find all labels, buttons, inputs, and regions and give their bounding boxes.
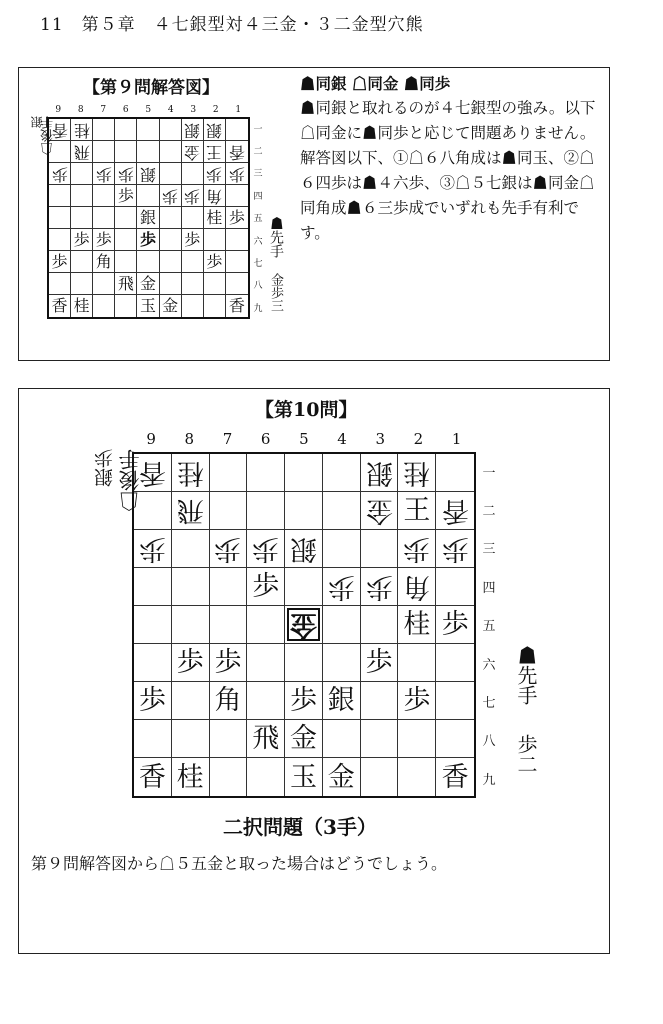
board-square (361, 758, 399, 796)
board-square (93, 163, 115, 185)
board-square (172, 720, 210, 758)
rank-label: 一 (482, 465, 496, 481)
sente-piece: 玉 (289, 761, 317, 793)
gote-piece: 歩 (206, 164, 223, 184)
board-square (226, 295, 248, 317)
board-square (285, 720, 323, 758)
problem10-rank-labels (481, 452, 497, 798)
rank-label: 六 (253, 236, 263, 247)
sente-piece: 歩 (139, 229, 156, 249)
board-square (49, 295, 71, 317)
rank-label: 八 (253, 281, 263, 292)
board-square (182, 273, 204, 295)
board-square (137, 273, 159, 295)
board-square (210, 720, 248, 758)
board-square (210, 606, 248, 644)
board-square (436, 758, 474, 796)
board-square (436, 644, 474, 682)
board-square (172, 682, 210, 720)
board-square (436, 606, 474, 644)
board-square (226, 141, 248, 163)
rank-label: 五 (253, 214, 263, 225)
board-square (93, 229, 115, 251)
board-square (115, 207, 137, 229)
gote-piece: 王 (206, 142, 223, 162)
rank-label: 六 (482, 657, 496, 673)
board-square (137, 295, 159, 317)
sente-piece: 歩 (73, 229, 90, 249)
file-label: 7 (222, 430, 233, 448)
gote-piece: 飛 (176, 495, 204, 526)
board-square (134, 758, 172, 796)
board-square (71, 251, 93, 273)
board-square (361, 492, 399, 530)
gote-piece: 角 (206, 186, 223, 206)
gote-piece: 歩 (51, 164, 68, 184)
sente-piece: 香 (138, 761, 166, 793)
file-label: 1 (235, 105, 242, 115)
board-square (49, 229, 71, 251)
rank-label: 七 (253, 259, 263, 270)
board-square (285, 682, 323, 720)
sente-piece: 飛 (252, 723, 280, 754)
board-square (323, 492, 361, 530)
board-square (247, 492, 285, 530)
board-square (285, 454, 323, 492)
board-square (115, 273, 137, 295)
board-square (247, 606, 285, 644)
board-square (182, 251, 204, 273)
gote-piece: 飛 (73, 142, 90, 162)
file-label: 6 (122, 105, 129, 115)
problem9-sente-hand: 金歩三 (268, 273, 283, 312)
board-square (93, 207, 115, 229)
board-square (93, 119, 115, 141)
problem9-board (47, 117, 250, 319)
board-square (285, 568, 323, 606)
board-square (247, 568, 285, 606)
file-label: 5 (145, 105, 152, 115)
answer-text: ☗同銀と取れるのが４七銀型の強み。以下☖同金に☗同歩と応じて問題ありません。解答図以下、①☖６八角成は☗同玉、②☖６四歩は☗４六歩、③☖５七銀は☗同金☖同角成☗６三歩成でいずれも先手有利です。 (300, 99, 596, 242)
sente-piece: 金 (139, 273, 156, 293)
board-square (323, 606, 361, 644)
problem9-gote-label: ☖後手 (41, 116, 56, 155)
board-square (172, 492, 210, 530)
board-square (160, 163, 182, 185)
file-label: 2 (212, 105, 219, 115)
sente-piece: 玉 (139, 296, 156, 315)
board-square (226, 251, 248, 273)
board-square (115, 141, 137, 163)
board-square (172, 644, 210, 682)
gote-piece: 香 (138, 457, 166, 488)
rank-label: 五 (482, 619, 496, 635)
board-square (323, 454, 361, 492)
board-square (137, 163, 159, 185)
board-square (49, 185, 71, 207)
sente-piece: 銀 (139, 207, 156, 227)
board-square (93, 273, 115, 295)
sente-piece: 歩 (252, 571, 280, 602)
board-square (137, 141, 159, 163)
board-square (398, 568, 436, 606)
board-square (182, 141, 204, 163)
board-square (134, 530, 172, 568)
file-label: 1 (451, 430, 462, 448)
board-square (71, 185, 93, 207)
gote-piece: 香 (441, 495, 469, 526)
sente-piece: 歩 (176, 647, 204, 678)
rank-label: 九 (482, 772, 496, 788)
board-square (226, 207, 248, 229)
board-square (93, 295, 115, 317)
board-square (436, 530, 474, 568)
board-square (160, 119, 182, 141)
board-square (210, 568, 248, 606)
file-label: 4 (337, 430, 347, 448)
file-label: 8 (184, 430, 195, 448)
board-square (226, 163, 248, 185)
board-square (137, 251, 159, 273)
file-label: 3 (375, 430, 385, 448)
gote-piece: 桂 (73, 120, 90, 140)
board-square (226, 119, 248, 141)
board-square (398, 758, 436, 796)
problem9-panel (18, 67, 610, 361)
board-square (115, 185, 137, 207)
question-type: 二択問題（3手） (223, 815, 377, 839)
gote-piece: 桂 (403, 457, 431, 488)
board-square (210, 454, 248, 492)
board-square (285, 606, 323, 644)
board-square (182, 119, 204, 141)
file-label: 6 (260, 430, 271, 448)
sente-piece: 歩 (228, 207, 245, 227)
file-label: 5 (299, 430, 309, 448)
board-square (49, 251, 71, 273)
board-square (71, 207, 93, 229)
sente-piece: 桂 (176, 761, 204, 793)
board-square (182, 163, 204, 185)
problem10-sente-hand: 歩二 (514, 734, 538, 774)
gote-piece: 銀 (184, 120, 201, 140)
gote-piece: 歩 (403, 533, 431, 564)
board-square (210, 758, 248, 796)
board-square (204, 295, 226, 317)
board-square (182, 207, 204, 229)
board-square (204, 273, 226, 295)
sente-piece: 歩 (117, 185, 134, 205)
board-square (247, 758, 285, 796)
board-square (247, 530, 285, 568)
board-square (137, 207, 159, 229)
board-square (210, 644, 248, 682)
board-square (398, 720, 436, 758)
board-square (160, 273, 182, 295)
board-square (115, 229, 137, 251)
gote-piece: 歩 (138, 533, 166, 564)
sente-piece: 桂 (206, 207, 223, 227)
board-square (323, 758, 361, 796)
board-square (71, 163, 93, 185)
gote-piece: 歩 (162, 186, 179, 206)
board-square (398, 644, 436, 682)
sente-piece: 角 (95, 251, 112, 271)
rank-label: 三 (253, 169, 263, 180)
rank-label: 八 (482, 734, 496, 750)
board-square (93, 251, 115, 273)
board-square (71, 229, 93, 251)
problem9-title: 【第９問解答図】 (83, 78, 219, 98)
board-square (361, 530, 399, 568)
board-square (115, 163, 137, 185)
file-label: 3 (190, 105, 197, 115)
board-square (137, 119, 159, 141)
sente-piece: 歩 (365, 647, 393, 678)
board-square (204, 163, 226, 185)
gote-piece: 香 (228, 142, 245, 162)
rank-label: 九 (253, 303, 263, 314)
board-square (204, 229, 226, 251)
gote-piece: 歩 (441, 533, 469, 564)
board-square (226, 273, 248, 295)
rank-label: 四 (253, 191, 263, 202)
gote-piece: 金 (287, 608, 320, 641)
rank-label: 三 (482, 542, 496, 558)
board-square (226, 185, 248, 207)
board-square (285, 530, 323, 568)
gote-piece: 銀 (206, 120, 223, 140)
board-square (436, 720, 474, 758)
gote-piece: 歩 (228, 164, 245, 184)
board-square (49, 163, 71, 185)
board-square (134, 606, 172, 644)
sente-piece: 歩 (214, 647, 242, 678)
board-square (247, 720, 285, 758)
problem10-board (132, 452, 476, 798)
file-label: 7 (100, 105, 107, 115)
problem9-rank-labels (253, 117, 263, 319)
problem10-gote-hand: 銀歩 (94, 449, 116, 487)
sente-piece: 金 (162, 296, 179, 315)
sente-piece: 金 (289, 723, 317, 754)
board-square (115, 119, 137, 141)
board-square (93, 141, 115, 163)
board-square (71, 119, 93, 141)
board-square (160, 185, 182, 207)
rank-label: 二 (482, 504, 496, 520)
board-square (172, 758, 210, 796)
sente-piece: 飛 (117, 273, 134, 293)
board-square (361, 454, 399, 492)
problem10-gote-label: ☖後手 (118, 449, 142, 512)
board-square (71, 295, 93, 317)
rank-label: 七 (482, 696, 496, 712)
board-square (436, 682, 474, 720)
board-square (134, 682, 172, 720)
file-label: 9 (55, 105, 62, 115)
sente-piece: 桂 (73, 296, 90, 315)
problem9-file-labels (47, 105, 250, 115)
gote-piece: 角 (403, 571, 431, 602)
problem9-sente-label: ☗先手 (268, 216, 284, 258)
sente-piece: 歩 (289, 685, 317, 716)
board-square (204, 185, 226, 207)
sente-piece: 香 (228, 296, 245, 315)
board-square (160, 229, 182, 251)
board-square (323, 720, 361, 758)
board-square (160, 207, 182, 229)
problem10-file-labels (132, 430, 476, 448)
board-square (172, 454, 210, 492)
board-square (398, 492, 436, 530)
board-square (134, 568, 172, 606)
board-square (210, 492, 248, 530)
sente-piece: 香 (441, 761, 469, 793)
board-square (160, 251, 182, 273)
sente-piece: 角 (214, 685, 242, 716)
board-square (204, 119, 226, 141)
board-square (436, 492, 474, 530)
answer-moves: ☗同銀 ☖同金 ☗同歩 (300, 74, 451, 93)
board-square (398, 454, 436, 492)
board-square (71, 141, 93, 163)
board-square (285, 492, 323, 530)
rank-label: 二 (253, 147, 263, 158)
board-square (398, 530, 436, 568)
sente-piece: 歩 (206, 251, 223, 271)
rank-label: 一 (253, 124, 263, 135)
board-square (71, 273, 93, 295)
sente-piece: 歩 (138, 685, 166, 716)
sente-piece: 歩 (403, 685, 431, 716)
gote-piece: 歩 (252, 533, 280, 564)
board-square (182, 295, 204, 317)
file-label: 8 (77, 105, 84, 115)
board-square (115, 251, 137, 273)
sente-piece: 歩 (95, 229, 112, 249)
board-square (172, 568, 210, 606)
sente-piece: 歩 (184, 229, 201, 249)
board-square (182, 185, 204, 207)
gote-piece: 歩 (327, 571, 355, 602)
board-square (361, 568, 399, 606)
board-square (182, 229, 204, 251)
problem9-gote-hand: 銀 (30, 116, 44, 128)
board-square (361, 644, 399, 682)
board-square (398, 606, 436, 644)
sente-piece: 金 (327, 761, 355, 793)
file-label: 2 (413, 430, 424, 448)
board-square (247, 454, 285, 492)
problem10-panel (18, 388, 610, 954)
board-square (285, 644, 323, 682)
board-square (398, 682, 436, 720)
board-square (137, 185, 159, 207)
board-square (134, 644, 172, 682)
board-square (172, 606, 210, 644)
problem10-sente-label: ☗先手 (514, 645, 538, 705)
gote-piece: 香 (51, 120, 68, 140)
sente-piece: 歩 (441, 609, 469, 640)
board-square (93, 185, 115, 207)
board-square (160, 141, 182, 163)
gote-piece: 歩 (95, 164, 112, 184)
rank-label: 四 (482, 580, 496, 596)
board-square (49, 207, 71, 229)
board-square (115, 295, 137, 317)
gote-piece: 銀 (365, 457, 393, 488)
board-square (323, 568, 361, 606)
board-square (172, 530, 210, 568)
board-square (210, 682, 248, 720)
board-square (160, 295, 182, 317)
board-square (204, 251, 226, 273)
file-label: 9 (146, 430, 156, 448)
board-square (226, 229, 248, 251)
board-square (49, 273, 71, 295)
board-square (361, 606, 399, 644)
board-square (436, 454, 474, 492)
board-square (323, 530, 361, 568)
question-text: 第９問解答図から☖５五金と取った場合はどうでしょう。 (31, 854, 448, 873)
board-square (361, 682, 399, 720)
board-square (134, 720, 172, 758)
board-square (436, 568, 474, 606)
gote-piece: 歩 (117, 164, 134, 184)
problem10-title: 【第10問】 (255, 399, 358, 421)
board-square (137, 229, 159, 251)
gote-piece: 金 (184, 142, 201, 162)
page-header: 11 第５章 ４七銀型対４三金・３二金型穴熊 (40, 15, 424, 35)
sente-piece: 桂 (403, 609, 431, 640)
sente-piece: 歩 (51, 251, 68, 271)
board-square (323, 644, 361, 682)
board-square (210, 530, 248, 568)
board-square (204, 207, 226, 229)
gote-piece: 金 (365, 495, 393, 526)
gote-piece: 歩 (214, 533, 242, 564)
board-square (323, 682, 361, 720)
gote-piece: 歩 (184, 186, 201, 206)
file-label: 4 (167, 105, 174, 115)
gote-piece: 銀 (289, 533, 317, 564)
gote-piece: 桂 (176, 457, 204, 488)
gote-piece: 銀 (139, 164, 156, 184)
gote-piece: 歩 (365, 571, 393, 602)
problem9-answer (300, 71, 600, 246)
sente-piece: 香 (51, 296, 68, 315)
board-square (361, 720, 399, 758)
sente-piece: 銀 (327, 685, 355, 716)
board-square (247, 682, 285, 720)
board-square (285, 758, 323, 796)
board-square (247, 644, 285, 682)
sente-piece: 王 (403, 495, 431, 526)
board-square (204, 141, 226, 163)
